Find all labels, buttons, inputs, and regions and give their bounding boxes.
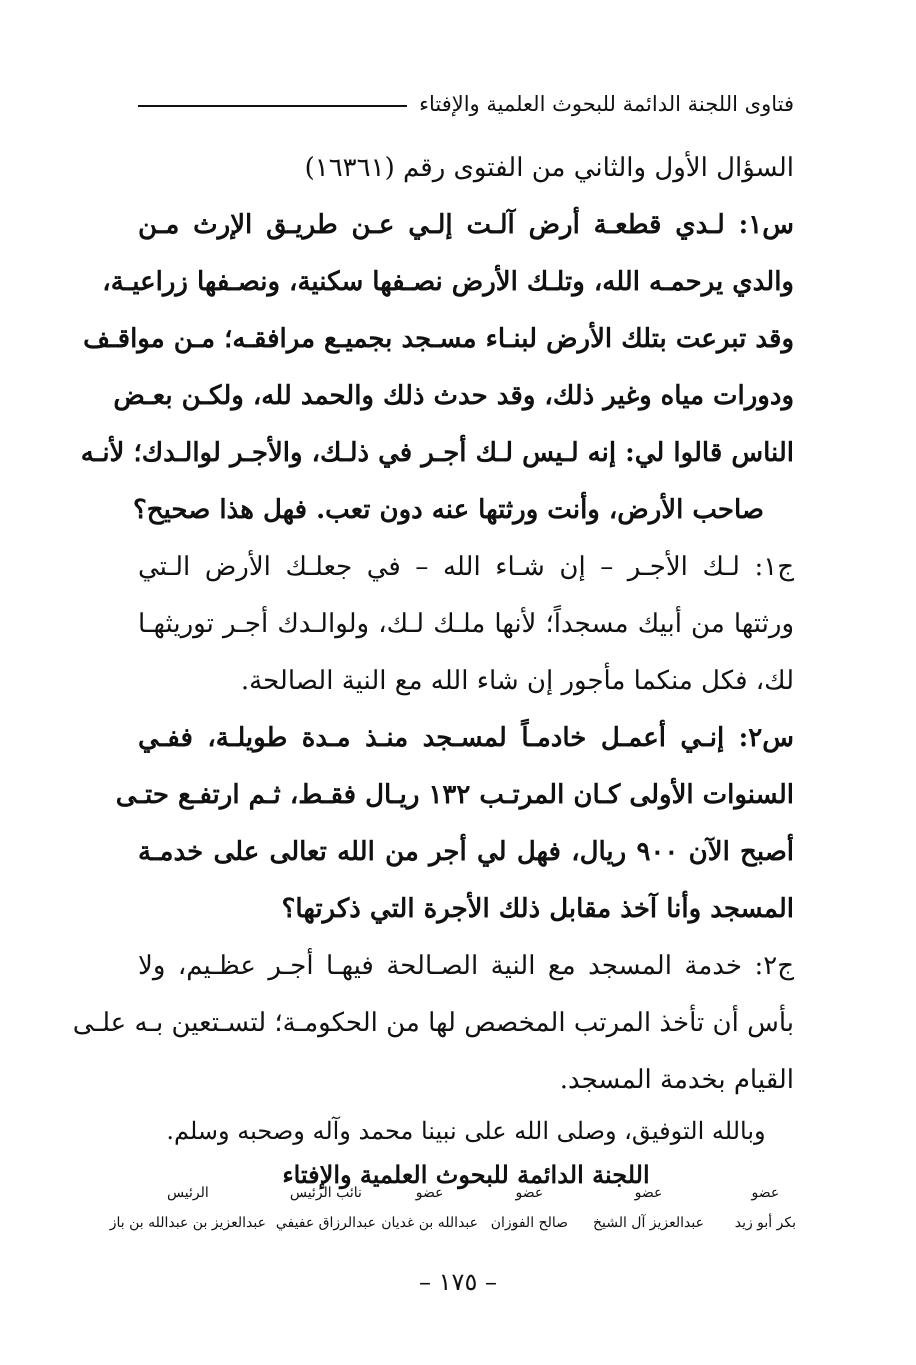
member-signature <box>593 1180 704 1240</box>
paragraph-line: بأس أن تأخذ المرتب المخصص لها من الحكومـة؛ لتسـتعين بـه علـى <box>72 1008 794 1038</box>
committee-name: اللجنة الدائمة للبحوث العلمية والإفتاء <box>282 1160 650 1189</box>
member-role: عضو <box>515 1185 544 1201</box>
member-name: عبدالرزاق عفيفي <box>275 1215 376 1231</box>
paragraph-line: وقد تبرعت بتلك الأرض لبنـاء مسـجد بجميـع مرافقـه؛ مـن مواقـف <box>83 324 794 354</box>
paragraph-line: س٢: إنـي أعمـل خادمـاً لمسـجد منـذ مـدة طويلـة، ففـي <box>138 723 794 753</box>
paragraph-line: المسجد وأنا آخذ مقابل ذلك الأجرة التي ذكرتها؟ <box>281 894 794 924</box>
member-name: بكر أبو زيد <box>734 1215 796 1231</box>
committee-members <box>109 1180 796 1250</box>
member-signature <box>735 1180 796 1240</box>
header-rule <box>138 105 407 107</box>
fatwa-body <box>72 140 794 1197</box>
member-signature <box>491 1180 568 1240</box>
paragraph-line: القيام بخدمة المسجد. <box>559 1065 794 1095</box>
member-name: عبدالعزيز بن عبدالله بن باز <box>109 1215 266 1231</box>
member-signature <box>110 1180 266 1240</box>
member-signature <box>381 1180 478 1240</box>
member-role: الرئيس <box>166 1185 209 1201</box>
member-role: عضو <box>415 1185 444 1201</box>
member-role: نائب الرئيس <box>289 1185 362 1201</box>
member-role: عضو <box>751 1185 780 1201</box>
paragraph-line: والدي يرحمـه الله، وتلـك الأرض نصـفها سكنية، ونصـفها زراعيـة، <box>102 267 794 297</box>
fatwa-intro: السؤال الأول والثاني من الفتوى رقم (١٦٣٦١) <box>304 153 794 183</box>
closing-prayer: وبالله التوفيق، وصلى الله على نبينا محمد وآله وصحبه وسلم. <box>166 1117 766 1145</box>
paragraph-line: صاحب الأرض، وأنت ورثتها عنه دون تعب. فهل هذا صحيح؟ <box>132 495 764 525</box>
paragraph-line: لك، فكل منكما مأجور إن شاء الله مع النية الصالحة. <box>240 666 794 696</box>
member-name: صالح الفوزان <box>490 1215 568 1231</box>
running-header <box>138 92 794 116</box>
paragraph-line: ج٢: خدمة المسجد مع النية الصـالحة فيهـا أجـر عظـيم، ولا <box>138 951 794 981</box>
question-1 <box>80 197 794 539</box>
member-name: عبدالعزيز آل الشيخ <box>592 1215 704 1231</box>
member-name: عبدالله بن غديان <box>381 1215 478 1231</box>
header-title: فتاوى اللجنة الدائمة للبحوث العلمية والإفتاء <box>419 92 794 116</box>
paragraph-line: ج١: لـك الأجـر – إن شـاء الله – في جعلـك الأرض الـتي <box>138 552 794 582</box>
paragraph-line: ورثتها من أبيك مسجداً؛ لأنها ملـك لـك، ولوالـدك أجـر توريثهـا <box>138 609 794 639</box>
page-number: – ١٧٥ – <box>419 1268 497 1296</box>
paragraph-line: أصبح الآن ٩٠٠ ريال، فهل لي أجر من الله تعالى على خدمـة <box>138 837 794 867</box>
member-role: عضو <box>634 1185 663 1201</box>
question-2 <box>115 710 794 938</box>
paragraph-line: السنوات الأولى كـان المرتـب ١٣٢ ريـال فقـط، ثـم ارتفـع حتـى <box>115 780 794 810</box>
member-signature <box>276 1180 376 1240</box>
answer-1 <box>138 539 794 710</box>
paragraph-line: الناس قالوا لي: إنه لـيس لـك أجـر في ذلـك، والأجـر لوالـدك؛ لأنـه <box>80 438 794 468</box>
paragraph-line: ودورات مياه وغير ذلك، وقد حدث ذلك والحمد لله، ولكـن بعـض <box>113 381 794 411</box>
paragraph-line: س١: لـدي قطعـة أرض آلـت إلـي عـن طريـق الإرث مـن <box>138 210 794 240</box>
answer-2 <box>72 938 794 1109</box>
